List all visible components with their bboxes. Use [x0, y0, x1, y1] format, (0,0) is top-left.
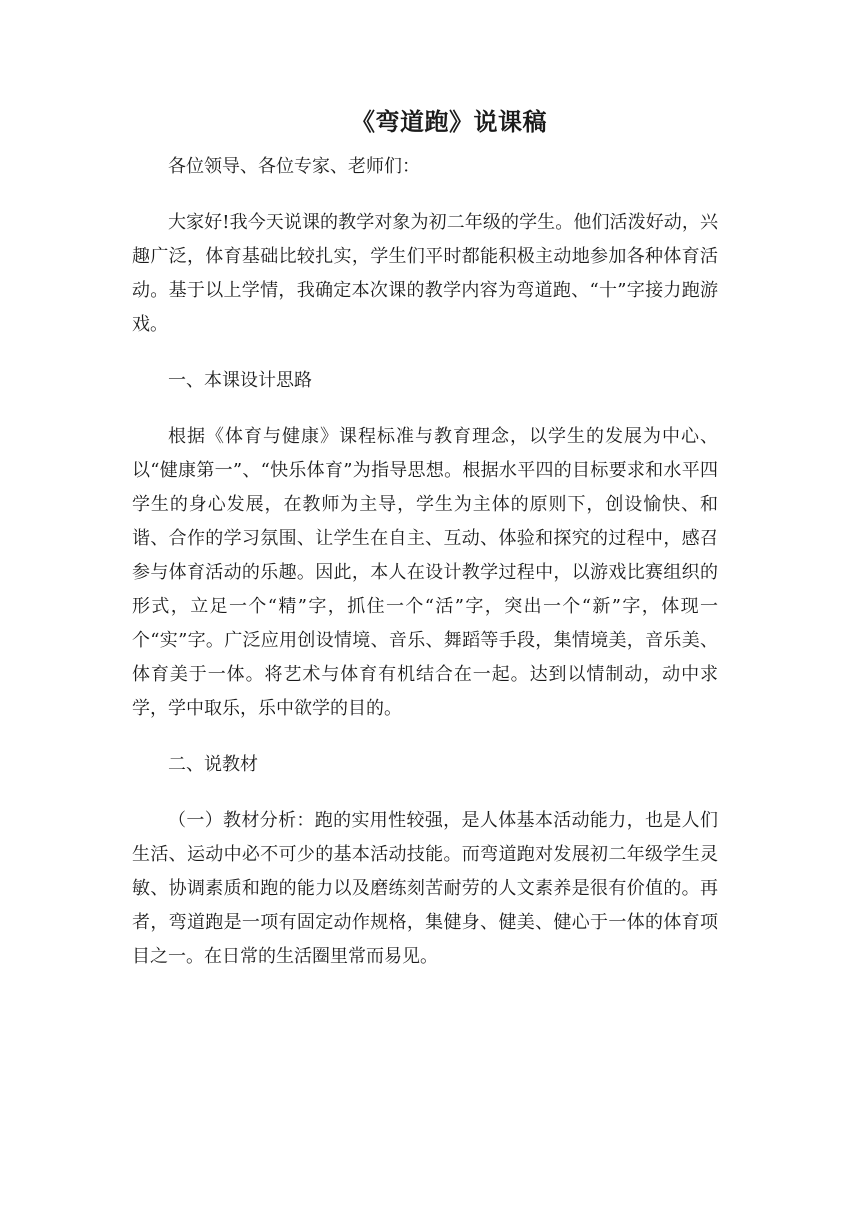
section1-paragraph: 根据《体育与健康》课程标准与教育理念，以学生的发展为中心、以“健康第一”、“快乐体育”为指导思想。根据水平四的目标要求和水平四学生的身心发展，在教师为主导，学生为主体的原则下，创设愉快、和谐、合作的学习氛围、让学生在自主、互动、体验和探究的过程中，感召参与体育活动的乐趣。因此，本人在设计教学过程中，以游戏比赛组织的形式，立足一个“精”字，抓住一个“活”字，突出一个“新”字，体现一个“实”字。广泛应用创设情境、音乐、舞蹈等手段，集情境美，音乐美、体育美于一体。将艺术与体育有机结合在一起。达到以情制动，动中求学，学中取乐，乐中欲学的目的。 — [132, 426, 718, 719]
section2-paragraph: （一）教材分析：跑的实用性较强，是人体基本活动能力，也是人们生活、运动中必不可少的基本活动技能。而弯道跑对发展初二年级学生灵敏、协调素质和跑的能力以及磨练刻苦耐劳的人文素养是很有价值的。再者，弯道跑是一项有固定动作规格，集健身、健美、健心于一体的体育项目之一。在日常的生活圈里常而易见。 — [132, 810, 718, 967]
section2-heading: 二、说教材 — [168, 754, 258, 775]
greeting: 各位领导、各位专家、老师们： — [168, 156, 420, 177]
document-page — [132, 100, 718, 974]
intro-paragraph: 大家好!我今天说课的教学对象为初二年级的学生。他们活泼好动，兴趣广泛，体育基础比较扎实，学生们平时都能积极主动地参加各种体育活动。基于以上学情，我确定本次课的教学内容为弯道跑、“十”字接力跑游戏。 — [132, 212, 718, 335]
document-title: 《弯道跑》说课稿 — [351, 107, 547, 136]
section1-heading: 一、本课设计思路 — [168, 370, 312, 391]
